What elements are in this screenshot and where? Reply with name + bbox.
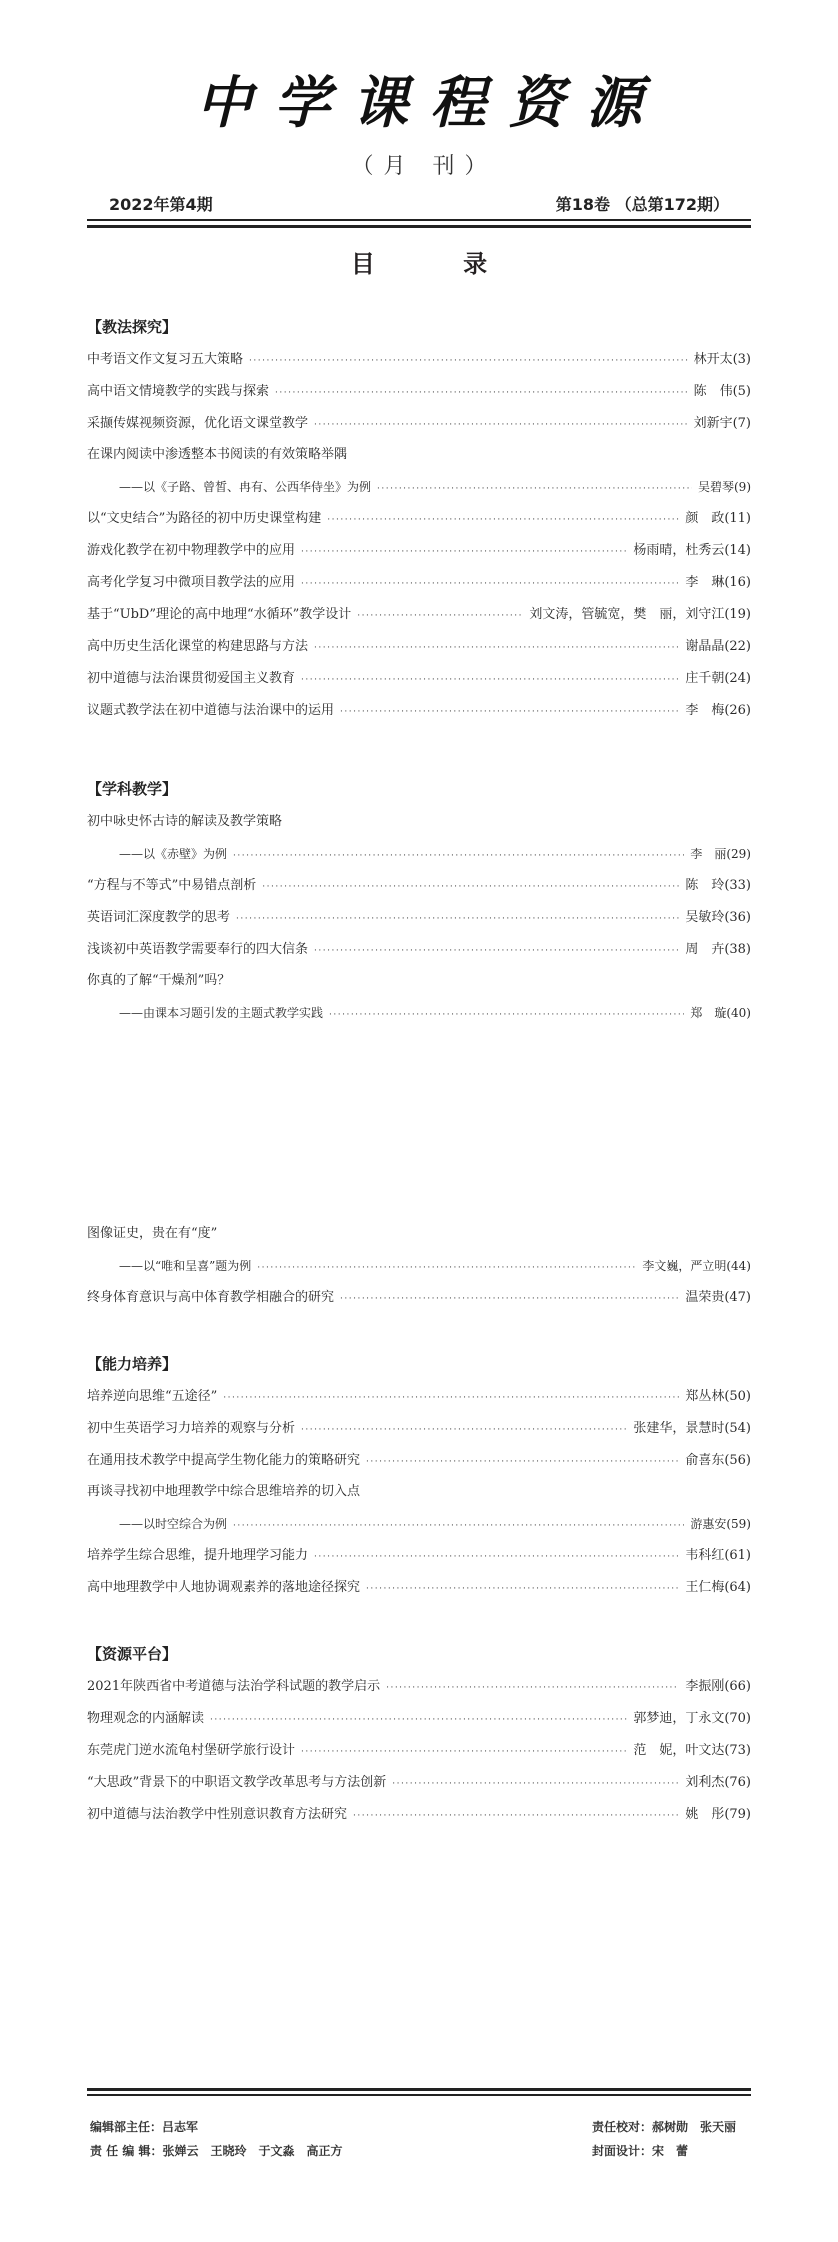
author-page: 刘新宇(7) bbox=[693, 416, 751, 431]
article-title: 初中咏史怀古诗的解读及教学策略 bbox=[87, 814, 283, 829]
dot-leader bbox=[314, 1547, 679, 1567]
dot-leader bbox=[301, 574, 679, 594]
dot-leader bbox=[327, 510, 679, 530]
dot-leader bbox=[236, 909, 679, 929]
toc-subtitle-row bbox=[87, 1514, 751, 1536]
article-title: 浅谈初中英语教学需要奉行的四大信条 bbox=[87, 942, 309, 957]
article-title: 终身体育意识与高中体育教学相融合的研究 bbox=[87, 1290, 335, 1305]
toc-entry bbox=[87, 812, 751, 832]
dot-leader bbox=[275, 383, 688, 403]
journal-frequency: （月 刊） bbox=[351, 154, 497, 179]
toc-entry bbox=[87, 1451, 751, 1472]
author-page: 李 琳(16) bbox=[685, 575, 751, 590]
dot-leader bbox=[210, 1710, 627, 1730]
toc-entry bbox=[87, 541, 751, 562]
toc-heading: 目 录 bbox=[350, 250, 528, 278]
header-double-rule bbox=[87, 219, 751, 228]
dot-leader bbox=[314, 941, 679, 961]
author-page: 庄千朝(24) bbox=[685, 671, 751, 686]
dot-leader bbox=[233, 846, 684, 866]
editor-director: 编辑部主任：吕志军 bbox=[90, 2120, 199, 2134]
author-page: 李 梅(26) bbox=[685, 703, 751, 718]
dot-leader bbox=[366, 1452, 679, 1472]
article-title: 初中道德与法治课贯彻爱国主义教育 bbox=[87, 671, 296, 686]
article-title: 基于“UbD”理论的高中地理“水循环”教学设计 bbox=[87, 607, 352, 622]
toc-entry bbox=[87, 414, 751, 435]
toc-entry bbox=[87, 908, 751, 929]
proofreaders: 责任校对：郝树勋 张天丽 bbox=[592, 2120, 737, 2134]
issue-info-row bbox=[87, 192, 751, 215]
article-title: 图像证史，贵在有“度” bbox=[87, 1226, 218, 1241]
article-title: 中考语文作文复习五大策略 bbox=[87, 352, 244, 367]
toc-entry bbox=[87, 445, 751, 465]
author-page: 杨雨晴，杜秀云(14) bbox=[633, 543, 751, 558]
dot-leader bbox=[314, 638, 679, 658]
dot-leader bbox=[257, 1258, 636, 1278]
article-title: “大思政”背景下的中职语文教学改革思考与方法创新 bbox=[87, 1775, 387, 1790]
author-page: 姚 彤(79) bbox=[685, 1807, 751, 1822]
article-title: 初中生英语学习力培养的观察与分析 bbox=[87, 1421, 296, 1436]
issue-number: 2022年第4期 bbox=[109, 195, 213, 214]
toc-entry bbox=[87, 701, 751, 722]
author-page: 范 妮，叶文达(73) bbox=[633, 1743, 751, 1758]
toc-entry bbox=[87, 1741, 751, 1762]
article-title: 培养逆向思维“五途径” bbox=[87, 1389, 218, 1404]
dot-leader bbox=[301, 1742, 627, 1762]
dot-leader bbox=[386, 1678, 679, 1698]
author-page: 李文巍，严立明(44) bbox=[642, 1259, 751, 1273]
author-page: 吴碧琴(9) bbox=[698, 480, 751, 494]
author-page: 郑 璇(40) bbox=[690, 1006, 751, 1020]
toc-subtitle-row bbox=[87, 1003, 751, 1025]
article-title: ——以时空综合为例 bbox=[119, 1517, 228, 1531]
dot-leader bbox=[353, 1806, 679, 1826]
toc-entry bbox=[87, 350, 751, 371]
dot-leader bbox=[329, 1005, 684, 1025]
toc-entry bbox=[87, 1224, 751, 1244]
dot-leader bbox=[301, 670, 679, 690]
article-title: 高中语文情境教学的实践与探索 bbox=[87, 384, 270, 399]
author-page: 温荣贵(47) bbox=[685, 1290, 751, 1305]
author-page: 俞喜东(56) bbox=[685, 1453, 751, 1468]
author-page: 周 卉(38) bbox=[685, 942, 751, 957]
toc-entry bbox=[87, 605, 751, 626]
dot-leader bbox=[366, 1579, 679, 1599]
article-title: 再谈寻找初中地理教学中综合思维培养的切入点 bbox=[87, 1484, 361, 1499]
author-page: 韦科红(61) bbox=[685, 1548, 751, 1563]
article-title: 2021年陕西省中考道德与法治学科试题的教学启示 bbox=[87, 1679, 381, 1694]
author-page: 谢晶晶(22) bbox=[685, 639, 751, 654]
section-title: 【能力培养】 bbox=[87, 1355, 178, 1373]
author-page: 张建华，景慧时(54) bbox=[633, 1421, 751, 1436]
dot-leader bbox=[262, 877, 679, 897]
article-title: 在课内阅读中渗透整本书阅读的有效策略举隅 bbox=[87, 447, 348, 462]
article-title: 以“文史结合”为路径的初中历史课堂构建 bbox=[87, 511, 322, 526]
toc-entry bbox=[87, 1482, 751, 1502]
toc-entry bbox=[87, 509, 751, 530]
author-page: 游惠安(59) bbox=[690, 1517, 751, 1531]
article-title: 初中道德与法治教学中性别意识教育方法研究 bbox=[87, 1807, 348, 1822]
section-title: 【学科教学】 bbox=[87, 780, 178, 798]
article-title: ——以“唯和呈喜”题为例 bbox=[119, 1259, 252, 1273]
article-title: 你真的了解“干燥剂”吗？ bbox=[87, 973, 231, 988]
toc-subtitle-row bbox=[87, 1256, 751, 1278]
author-page: 王仁梅(64) bbox=[685, 1580, 751, 1595]
toc-subtitle-row bbox=[87, 844, 751, 866]
article-title: 物理观念的内涵解读 bbox=[87, 1711, 205, 1726]
dot-leader bbox=[249, 351, 688, 371]
responsible-editors: 责 任 编 辑：张婵云 王晓玲 于文淼 高正方 bbox=[90, 2144, 343, 2158]
author-page: 李振刚(66) bbox=[685, 1679, 751, 1694]
toc-entry bbox=[87, 1773, 751, 1794]
dot-leader bbox=[314, 415, 688, 435]
section-title: 【资源平台】 bbox=[87, 1645, 178, 1663]
masthead bbox=[0, 68, 838, 182]
toc-entry bbox=[87, 1546, 751, 1567]
author-page: 刘利杰(76) bbox=[685, 1775, 751, 1790]
article-title: 英语词汇深度教学的思考 bbox=[87, 910, 231, 925]
dot-leader bbox=[377, 479, 692, 499]
toc-entry bbox=[87, 971, 751, 991]
author-page: 刘文涛，管毓宽，樊 丽，刘守江(19) bbox=[529, 607, 751, 622]
toc-entry bbox=[87, 1288, 751, 1309]
dot-leader bbox=[301, 1420, 627, 1440]
author-page: 陈 玲(33) bbox=[685, 878, 751, 893]
article-title: 议题式教学法在初中道德与法治课中的运用 bbox=[87, 703, 335, 718]
article-title: 游戏化教学在初中物理教学中的应用 bbox=[87, 543, 296, 558]
toc-entry bbox=[87, 382, 751, 403]
toc-entry bbox=[87, 573, 751, 594]
article-title: ——由课本习题引发的主题式教学实践 bbox=[119, 1006, 324, 1020]
article-title: 培养学生综合思维，提升地理学习能力 bbox=[87, 1548, 309, 1563]
toc-entry bbox=[87, 1709, 751, 1730]
article-title: ——以《子路、曾皙、冉有、公西华侍坐》为例 bbox=[119, 480, 372, 494]
toc-entry bbox=[87, 637, 751, 658]
author-page: 颜 政(11) bbox=[685, 511, 751, 526]
dot-leader bbox=[357, 606, 523, 626]
toc-entry bbox=[87, 669, 751, 690]
article-title: 高中地理教学中人地协调观素养的落地途径探究 bbox=[87, 1580, 361, 1595]
author-page: 陈 伟(5) bbox=[693, 384, 751, 399]
article-title: 高中历史生活化课堂的构建思路与方法 bbox=[87, 639, 309, 654]
article-title: ——以《赤壁》为例 bbox=[119, 847, 228, 861]
article-title: “方程与不等式”中易错点剖析 bbox=[87, 878, 257, 893]
dot-leader bbox=[340, 1289, 679, 1309]
toc-entry bbox=[87, 940, 751, 961]
article-title: 高考化学复习中微项目教学法的应用 bbox=[87, 575, 296, 590]
author-page: 林开太(3) bbox=[693, 352, 751, 367]
dot-leader bbox=[301, 542, 627, 562]
toc-entry bbox=[87, 1677, 751, 1698]
dot-leader bbox=[340, 702, 679, 722]
section-title: 【教法探究】 bbox=[87, 318, 178, 336]
dot-leader bbox=[392, 1774, 679, 1794]
toc-subtitle-row bbox=[87, 477, 751, 499]
toc-entry bbox=[87, 876, 751, 897]
footer-double-rule bbox=[87, 2088, 751, 2096]
article-title: 采撷传媒视频资源，优化语文课堂教学 bbox=[87, 416, 309, 431]
toc-entry bbox=[87, 1805, 751, 1826]
dot-leader bbox=[223, 1388, 679, 1408]
article-title: 在通用技术教学中提高学生物化能力的策略研究 bbox=[87, 1453, 361, 1468]
toc-entry bbox=[87, 1387, 751, 1408]
article-title: 东莞虎门逆水流龟村堡研学旅行设计 bbox=[87, 1743, 296, 1758]
dot-leader bbox=[233, 1516, 684, 1536]
toc-entry bbox=[87, 1419, 751, 1440]
author-page: 李 丽(29) bbox=[690, 847, 751, 861]
journal-title: 中学课程资源 bbox=[196, 70, 664, 136]
author-page: 郭梦迪，丁永文(70) bbox=[633, 1711, 751, 1726]
author-page: 郑丛林(50) bbox=[685, 1389, 751, 1404]
author-page: 吴敏玲(36) bbox=[685, 910, 751, 925]
cover-design: 封面设计：宋 蕾 bbox=[592, 2144, 689, 2158]
volume-number: 第18卷 （总第172期） bbox=[555, 195, 729, 214]
toc-entry bbox=[87, 1578, 751, 1599]
